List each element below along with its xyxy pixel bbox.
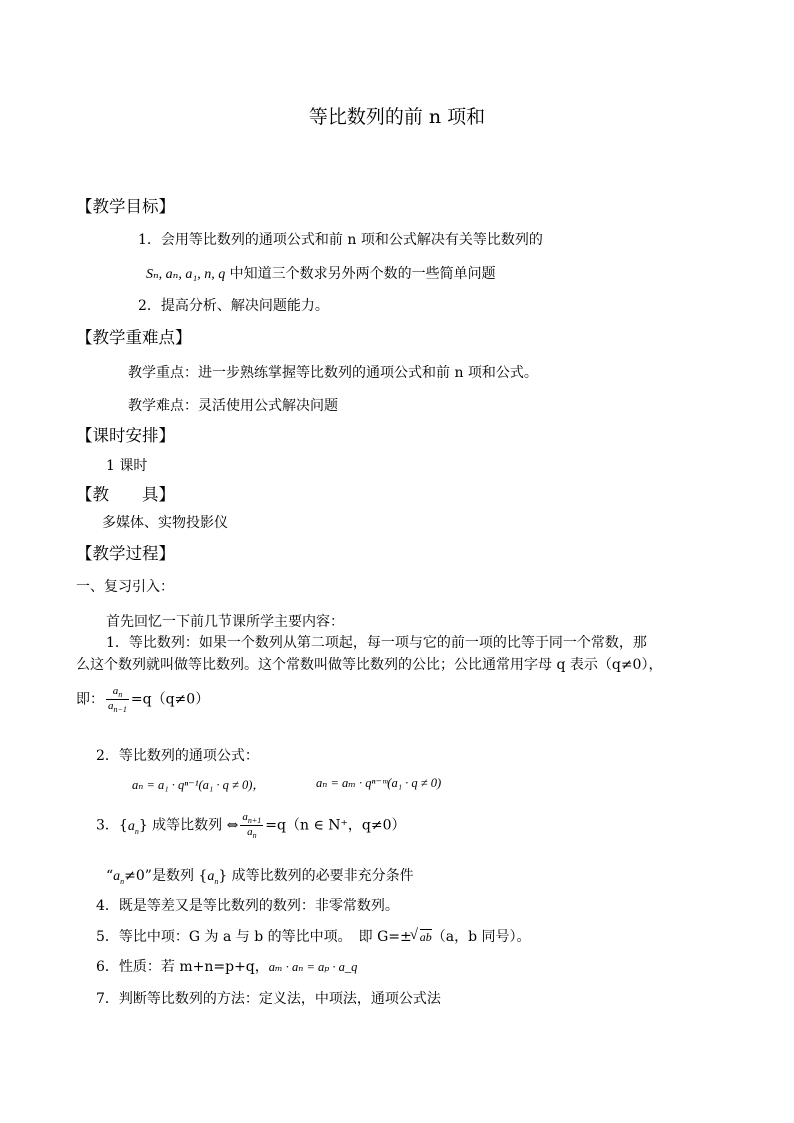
point-2: 2．等比数列的通项公式： bbox=[96, 748, 259, 764]
keypoint-focus: 教学重点：进一步熟练掌握等比数列的通项公式和前 n 项和公式。 bbox=[128, 365, 538, 381]
process-part-1: 一、复习引入： bbox=[76, 579, 174, 595]
sqrt-ab: √ ab bbox=[412, 930, 432, 946]
point-6-formula: aₘ · aₙ = aₚ · a_q bbox=[268, 960, 358, 974]
section-heading-tools: 【教 具】 bbox=[76, 485, 175, 504]
point-3-note: “$a_n\ne 0$”是数列 $\{a_n\}$ 成等比数列的必要非充分条件 bbox=[106, 868, 414, 886]
keypoint-difficulty: 教学难点：灵活使用公式解决问题 bbox=[128, 398, 338, 414]
point-4: 4．既是等差又是等比数列的数列：非零常数列。 bbox=[96, 898, 399, 914]
section-heading-keypoints: 【教学重难点】 bbox=[76, 328, 192, 347]
point-3: 3．$\{a_n\}$ 成等比数列 ⇔ $\frac{a_{n+1}}{a_n}$ =q（n ∈ N⁺，q≠0） bbox=[96, 811, 406, 841]
point-3-prefix: 3．{ bbox=[96, 817, 128, 834]
section-heading-schedule: 【课时安排】 bbox=[76, 426, 175, 445]
general-term-formula-1: aₙ = a₁ · qⁿ⁻¹(a₁ · q ≠ 0)， bbox=[132, 778, 265, 792]
point-1-formula-suffix: =q（q≠0） bbox=[130, 691, 210, 708]
goal-1-variables: Sₙ, aₙ, a₁, n, q bbox=[146, 267, 226, 282]
point-1-formula-prefix: 即： bbox=[76, 691, 104, 708]
goal-1-text: 中知道三个数求另外两个数的一些简单问题 bbox=[229, 266, 496, 282]
point-3-suffix: =q（n ∈ N⁺，q≠0） bbox=[265, 817, 406, 834]
process-intro: 首先回忆一下前几节课所学主要内容： bbox=[106, 614, 344, 630]
page-title: 等比数列的前 n 项和 bbox=[308, 106, 486, 128]
schedule-text: 1 课时 bbox=[106, 458, 148, 474]
point-3-note-mid: ≠0”是数列 { bbox=[124, 868, 208, 884]
ratio-fraction-2: $\frac{a_{n+1}}{a_n}$ bbox=[242, 811, 262, 841]
ratio-fraction: $\frac{a_n}{a_{n-1}}$ bbox=[108, 685, 127, 715]
tools-text: 多媒体、实物投影仪 bbox=[102, 515, 228, 531]
point-1-line-b: 么这个数列就叫做等比数列。这个常数叫做等比数列的公比；公比通常用字母 q 表示（q≠0）， bbox=[76, 657, 663, 673]
section-heading-goals: 【教学目标】 bbox=[76, 197, 175, 216]
general-term-formula-2: aₙ = aₘ · qⁿ⁻ᵐ(a₁ · q ≠ 0) bbox=[316, 776, 442, 790]
section-heading-process: 【教学过程】 bbox=[76, 544, 175, 563]
point-5 bbox=[96, 926, 531, 946]
point-6-text: 6．性质：若 m+n=p+q， bbox=[96, 959, 269, 975]
point-5-a: 5．等比中项： bbox=[96, 929, 189, 945]
goal-2: 2．提高分析、解决问题能力。 bbox=[138, 298, 329, 314]
point-5-b: G 为 a 与 b 的等比中项。 即 G=± bbox=[188, 929, 412, 945]
point-1-formula bbox=[76, 685, 209, 714]
point-3-note-prefix: “ bbox=[106, 868, 114, 884]
point-6 bbox=[96, 956, 357, 976]
point-3-mid: } 成等比数列 ⇔ bbox=[138, 817, 239, 834]
point-5-c: （a，b 同号）。 bbox=[431, 929, 531, 945]
point-7: 7．判断等比数列的方法：定义法，中项法，通项公式法 bbox=[96, 991, 441, 1007]
point-1-line-a: 1．等比数列：如果一个数列从第二项起，每一项与它的前一项的比等于同一个常数，那 bbox=[106, 635, 647, 651]
point-3-note-end: } 成等比数列的必要非充分条件 bbox=[218, 868, 414, 884]
goal-1-continued bbox=[146, 263, 496, 283]
goal-1: 1．会用等比数列的通项公式和前 n 项和公式解决有关等比数列的 bbox=[138, 232, 543, 248]
